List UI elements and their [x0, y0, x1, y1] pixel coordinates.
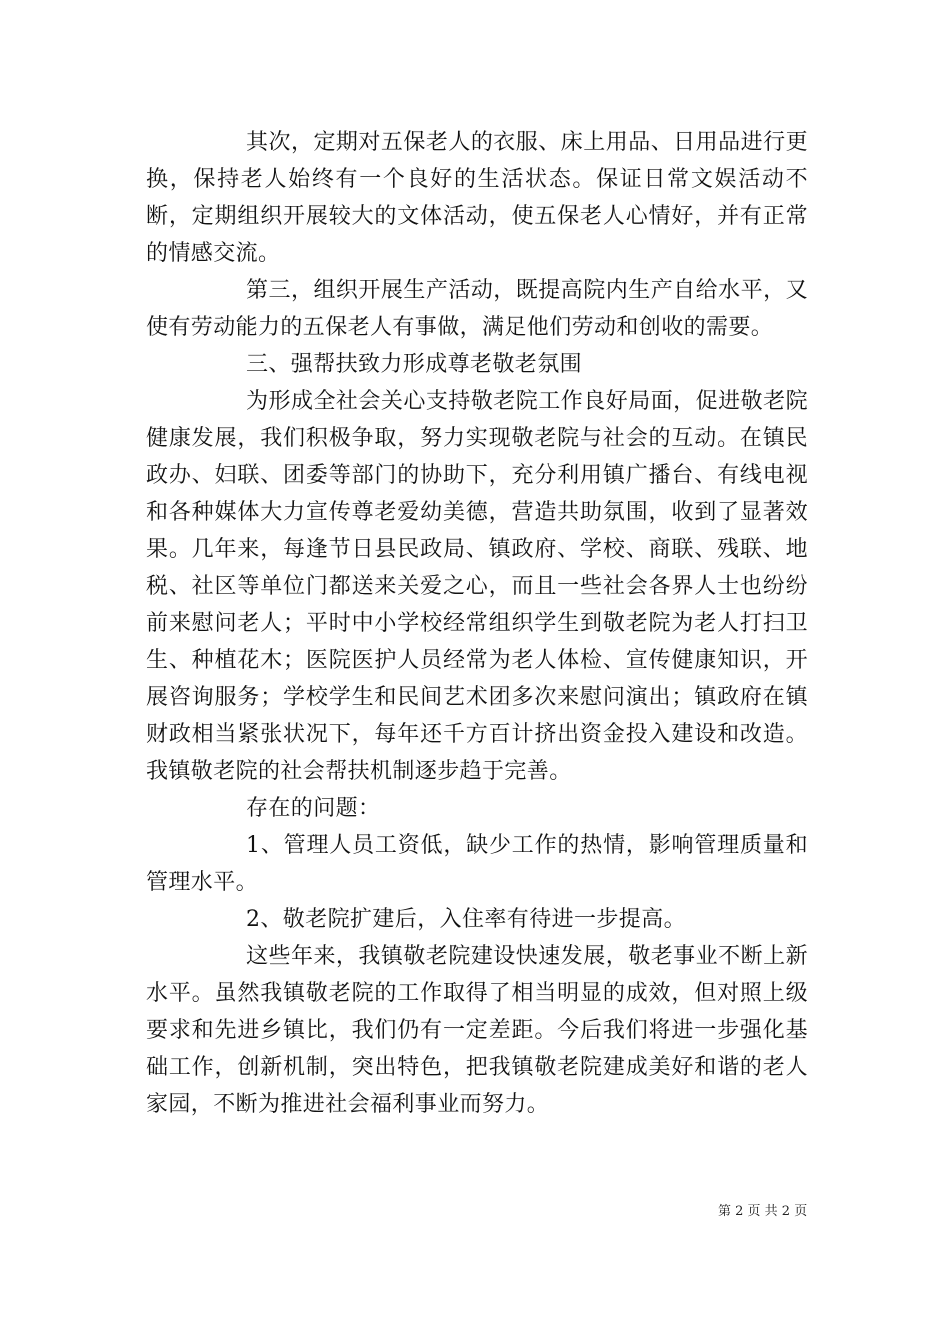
paragraph: 为形成全社会关心支持敬老院工作良好局面，促进敬老院健康发展，我们积极争取，努力实现敬老院与社会的互动。在镇民政办、妇联、团委等部门的协助下，充分利用镇广播台、有线电视和各种媒体大力宣传尊老爱幼美德，营造共助氛围，收到了显著效果。几年来，每逢节日县民政局、镇政府、学校、商联、残联、地税、社区等单位门都送来关爱之心，而且一些社会各界人士也纷纷前来慰问老人；平时中小学校经常组织学生到敬老院为老人打扫卫生、种植花木；医院医护人员经常为老人体检、宣传健康知识，开展咨询服务；学校学生和民间艺术团多次来慰问演出；镇政府在镇财政相当紧张状况下，每年还千方百计挤出资金投入建设和改造。我镇敬老院的社会帮扶机制逐步趋于完善。	[146, 389, 808, 784]
section-heading: 三、强帮扶致力形成尊老敬老氛围	[246, 352, 583, 377]
document-body	[146, 124, 808, 1123]
page-footer: 第 2 页 共 2 页	[718, 1204, 808, 1219]
paragraph: 其次，定期对五保老人的衣服、床上用品、日用品进行更换，保持老人始终有一个良好的生活状态。保证日常文娱活动不断，定期组织开展较大的文体活动，使五保老人心情好，并有正常的情感交流。	[146, 130, 808, 266]
problem-item: 1、管理人员工资低，缺少工作的热情，影响管理质量和管理水平。	[146, 833, 808, 895]
problems-heading: 存在的问题：	[246, 796, 381, 821]
problem-item: 2、敬老院扩建后，入住率有待进一步提高。	[246, 907, 686, 932]
paragraph: 第三，组织开展生产活动，既提高院内生产自给水平，又使有劳动能力的五保老人有事做，满足他们劳动和创收的需要。	[146, 278, 808, 340]
paragraph: 这些年来，我镇敬老院建设快速发展，敬老事业不断上新水平。虽然我镇敬老院的工作取得了相当明显的成效，但对照上级要求和先进乡镇比，我们仍有一定差距。今后我们将进一步强化基础工作，创新机制，突出特色，把我镇敬老院建成美好和谐的老人家园，不断为推进社会福利事业而努力。	[146, 944, 808, 1117]
